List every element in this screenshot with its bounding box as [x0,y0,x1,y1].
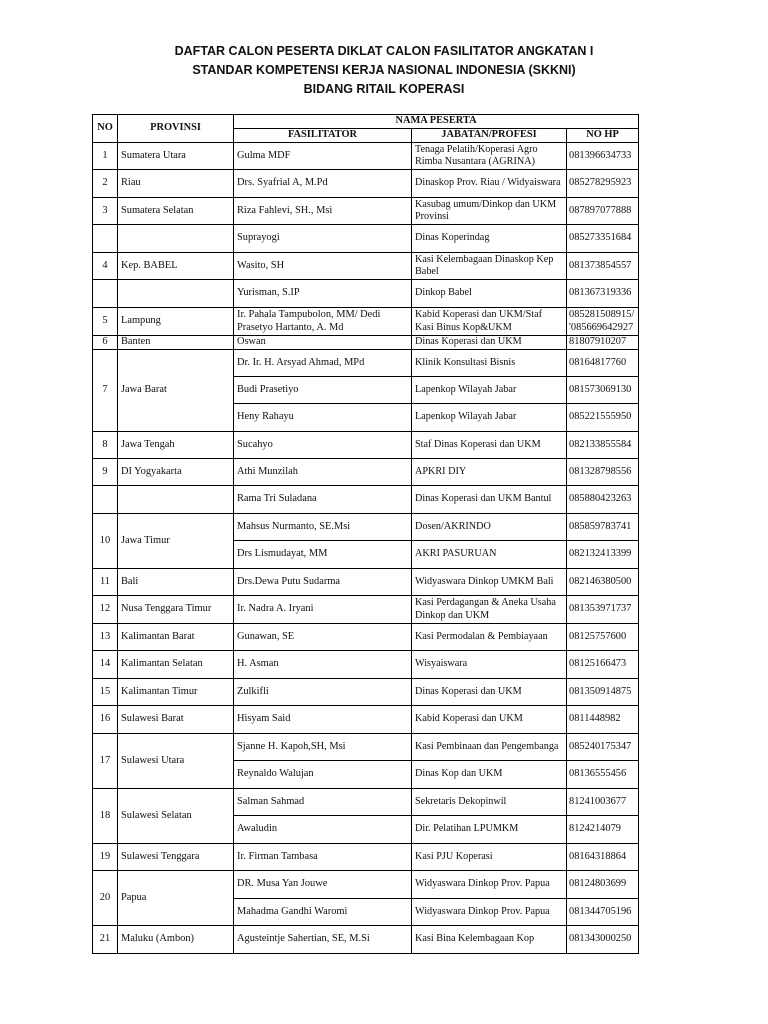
cell-provinsi: DI Yogyakarta [118,459,234,486]
table-row [93,569,639,596]
cell-provinsi: Lampung [118,308,234,336]
cell-provinsi: Bali [118,569,234,596]
col-header-fasilitator: FASILITATOR [234,129,412,143]
table-row [93,679,639,706]
cell-fasilitator: Drs.Dewa Putu Sudarma [234,569,412,596]
cell-fasilitator: Ir. Pahala Tampubolon, MM/ Dedi Prasetyo Hartanto, A. Md [234,308,412,336]
cell-provinsi: Kalimantan Selatan [118,651,234,679]
col-header-nama-peserta: NAMA PESERTA [234,115,639,129]
cell-jabatan: Dosen/AKRINDO [412,514,567,541]
cell-no-hp: 082133855584 [567,432,639,459]
col-header-no: NO [93,115,118,143]
cell-no: 10 [93,514,118,569]
cell-no-hp: 085859783741 [567,514,639,541]
cell-provinsi: Sulawesi Utara [118,734,234,789]
cell-fasilitator: Salman Sahmad [234,789,412,816]
cell-jabatan: Kasubag umum/Dinkop dan UKM Provinsi [412,198,567,225]
cell-fasilitator: Ir. Firman Tambasa [234,844,412,871]
cell-no-hp: 085880423263 [567,486,639,514]
cell-jabatan: AKRI PASURUAN [412,541,567,569]
cell-fasilitator: Ir. Nadra A. Iryani [234,596,412,624]
table-row [93,350,639,377]
table-row [93,170,639,198]
cell-jabatan: Dir. Pelatihan LPUMKM [412,816,567,844]
cell-no [93,280,118,308]
cell-no: 12 [93,596,118,624]
cell-no-hp: 082132413399 [567,541,639,569]
cell-jabatan: Dinkop Babel [412,280,567,308]
table-row [93,844,639,871]
cell-fasilitator: Heny Rahayu [234,404,412,432]
table-row [93,459,639,486]
cell-no-hp: 081353971737 [567,596,639,624]
cell-no: 4 [93,253,118,280]
cell-provinsi [118,486,234,514]
cell-jabatan: Kasi PJU Koperasi [412,844,567,871]
cell-no-hp: 081396634733 [567,143,639,170]
cell-jabatan: Kasi Perdagangan & Aneka Usaha Dinkop dan UKM [412,596,567,624]
cell-fasilitator: Riza Fahlevi, SH., Msi [234,198,412,225]
cell-no: 20 [93,871,118,926]
cell-no: 11 [93,569,118,596]
cell-no-hp: 081573069130 [567,377,639,404]
cell-no-hp: 08136555456 [567,761,639,789]
cell-jabatan: Dinas Koperasi dan UKM [412,336,567,350]
cell-provinsi: Sumatera Utara [118,143,234,170]
cell-jabatan: Lapenkop Wilayah Jabar [412,404,567,432]
cell-no-hp: 087897077888 [567,198,639,225]
cell-fasilitator: Rama Tri Suladana [234,486,412,514]
cell-no-hp: 81241003677 [567,789,639,816]
cell-no-hp: 0811448982 [567,706,639,734]
col-header-jabatan: JABATAN/PROFESI [412,129,567,143]
cell-provinsi: Jawa Tengah [118,432,234,459]
cell-provinsi [118,280,234,308]
cell-fasilitator: Agusteintje Sahertian, SE, M.Si [234,926,412,954]
cell-no-hp: 081367319336 [567,280,639,308]
cell-jabatan: Kabid Koperasi dan UKM/Staf Kasi Binus Kop&UKM [412,308,567,336]
cell-jabatan: Sekretaris Dekopinwil [412,789,567,816]
table-row [93,253,639,280]
cell-provinsi: Banten [118,336,234,350]
cell-provinsi: Papua [118,871,234,926]
cell-jabatan: Widyaswara Dinkop Prov. Papua [412,871,567,899]
cell-jabatan: Kasi Kelembagaan Dinaskop Kep Babel [412,253,567,280]
document-title [0,42,768,99]
cell-fasilitator: Yurisman, S.IP [234,280,412,308]
cell-no-hp: 08125166473 [567,651,639,679]
table-row [93,225,639,253]
cell-fasilitator: Hisyam Said [234,706,412,734]
table-row [93,596,639,624]
cell-jabatan: Kasi Pembinaan dan Pengembanga [412,734,567,761]
cell-no: 16 [93,706,118,734]
cell-fasilitator: Zulkifli [234,679,412,706]
cell-no-hp: 085240175347 [567,734,639,761]
cell-fasilitator: Sucahyo [234,432,412,459]
table-body [93,143,639,954]
cell-jabatan: Dinaskop Prov. Riau / Widyaiswara [412,170,567,198]
cell-fasilitator: Drs Lismudayat, MM [234,541,412,569]
cell-no: 8 [93,432,118,459]
cell-jabatan: Tenaga Pelatih/Koperasi Agro Rimba Nusantara (AGRINA) [412,143,567,170]
cell-provinsi: Riau [118,170,234,198]
table-row [93,871,639,899]
cell-jabatan: Dinas Koperindag [412,225,567,253]
cell-fasilitator: H. Asman [234,651,412,679]
cell-no: 2 [93,170,118,198]
cell-no: 21 [93,926,118,954]
cell-jabatan: Widyaswara Dinkop Prov. Papua [412,899,567,926]
col-header-no-hp: NO HP [567,129,639,143]
cell-provinsi: Sulawesi Tenggara [118,844,234,871]
cell-no: 13 [93,624,118,651]
table-row [93,280,639,308]
cell-fasilitator: Drs. Syafrial A, M.Pd [234,170,412,198]
cell-no: 17 [93,734,118,789]
cell-no-hp: 085281508915/ '085669642927 [567,308,639,336]
cell-no [93,486,118,514]
cell-jabatan: Kabid Koperasi dan UKM [412,706,567,734]
cell-fasilitator: Gulma MDF [234,143,412,170]
cell-no: 5 [93,308,118,336]
cell-no-hp: 081344705196 [567,899,639,926]
cell-no: 6 [93,336,118,350]
cell-jabatan: Dinas Koperasi dan UKM Bantul [412,486,567,514]
cell-fasilitator: Sjanne H. Kapoh,SH, Msi [234,734,412,761]
cell-jabatan: Klinik Konsultasi Bisnis [412,350,567,377]
cell-no-hp: 085273351684 [567,225,639,253]
table-row [93,336,639,350]
table-row [93,706,639,734]
cell-fasilitator: DR. Musa Yan Jouwe [234,871,412,899]
cell-jabatan: Widyaswara Dinkop UMKM Bali [412,569,567,596]
cell-no-hp: 08125757600 [567,624,639,651]
cell-fasilitator: Dr. Ir. H. Arsyad Ahmad, MPd [234,350,412,377]
cell-no-hp: 082146380500 [567,569,639,596]
cell-no-hp: 081373854557 [567,253,639,280]
cell-no-hp: 81807910207 [567,336,639,350]
cell-no: 9 [93,459,118,486]
table-row [93,789,639,816]
cell-no: 14 [93,651,118,679]
cell-fasilitator: Budi Prasetiyo [234,377,412,404]
cell-jabatan: Staf Dinas Koperasi dan UKM [412,432,567,459]
title-line-1: DAFTAR CALON PESERTA DIKLAT CALON FASILITATOR ANGKATAN I [174,44,594,58]
cell-no-hp: 081328798556 [567,459,639,486]
cell-provinsi: Kalimantan Barat [118,624,234,651]
cell-no: 3 [93,198,118,225]
cell-provinsi: Sulawesi Selatan [118,789,234,844]
table-row [93,514,639,541]
cell-provinsi: Maluku (Ambon) [118,926,234,954]
cell-provinsi: Kalimantan Timur [118,679,234,706]
cell-provinsi: Nusa Tenggara Timur [118,596,234,624]
cell-fasilitator: Athi Munzilah [234,459,412,486]
cell-provinsi [118,225,234,253]
cell-fasilitator: Oswan [234,336,412,350]
cell-no: 7 [93,350,118,432]
cell-no: 15 [93,679,118,706]
cell-jabatan: Dinas Koperasi dan UKM [412,679,567,706]
cell-fasilitator: Mahsus Nurmanto, SE.Msi [234,514,412,541]
cell-provinsi: Sulawesi Barat [118,706,234,734]
participants-table [92,114,639,954]
col-header-provinsi: PROVINSI [118,115,234,143]
cell-no-hp: 081343000250 [567,926,639,954]
cell-fasilitator: Gunawan, SE [234,624,412,651]
cell-fasilitator: Reynaldo Walujan [234,761,412,789]
cell-no-hp: 08124803699 [567,871,639,899]
cell-fasilitator: Suprayogi [234,225,412,253]
cell-no: 18 [93,789,118,844]
cell-fasilitator: Awaludin [234,816,412,844]
table-row [93,624,639,651]
cell-jabatan: Lapenkop Wilayah Jabar [412,377,567,404]
table-row [93,143,639,170]
cell-no: 19 [93,844,118,871]
table-row [93,734,639,761]
cell-fasilitator: Mahadma Gandhi Waromi [234,899,412,926]
cell-jabatan: Kasi Bina Kelembagaan Kop [412,926,567,954]
cell-no-hp: 081350914875 [567,679,639,706]
table-row [93,651,639,679]
cell-jabatan: Kasi Permodalan & Pembiayaan [412,624,567,651]
cell-provinsi: Kep. BABEL [118,253,234,280]
cell-provinsi: Jawa Timur [118,514,234,569]
cell-jabatan: Wisyaiswara [412,651,567,679]
title-line-2: STANDAR KOMPETENSI KERJA NASIONAL INDONESIA (SKKNI) [192,63,576,77]
table-row [93,432,639,459]
cell-no: 1 [93,143,118,170]
cell-provinsi: Jawa Barat [118,350,234,432]
cell-provinsi: Sumatera Selatan [118,198,234,225]
cell-no-hp: 8124214079 [567,816,639,844]
cell-no-hp: 085278295923 [567,170,639,198]
table-row [93,926,639,954]
cell-no-hp: 08164318864 [567,844,639,871]
cell-no-hp: 08164817760 [567,350,639,377]
cell-jabatan: Dinas Kop dan UKM [412,761,567,789]
table-row [93,486,639,514]
cell-no [93,225,118,253]
cell-no-hp: 085221555950 [567,404,639,432]
cell-fasilitator: Wasito, SH [234,253,412,280]
cell-jabatan: APKRI DIY [412,459,567,486]
table-row [93,308,639,336]
table-row [93,198,639,225]
title-line-3: BIDANG RITAIL KOPERASI [303,82,465,96]
